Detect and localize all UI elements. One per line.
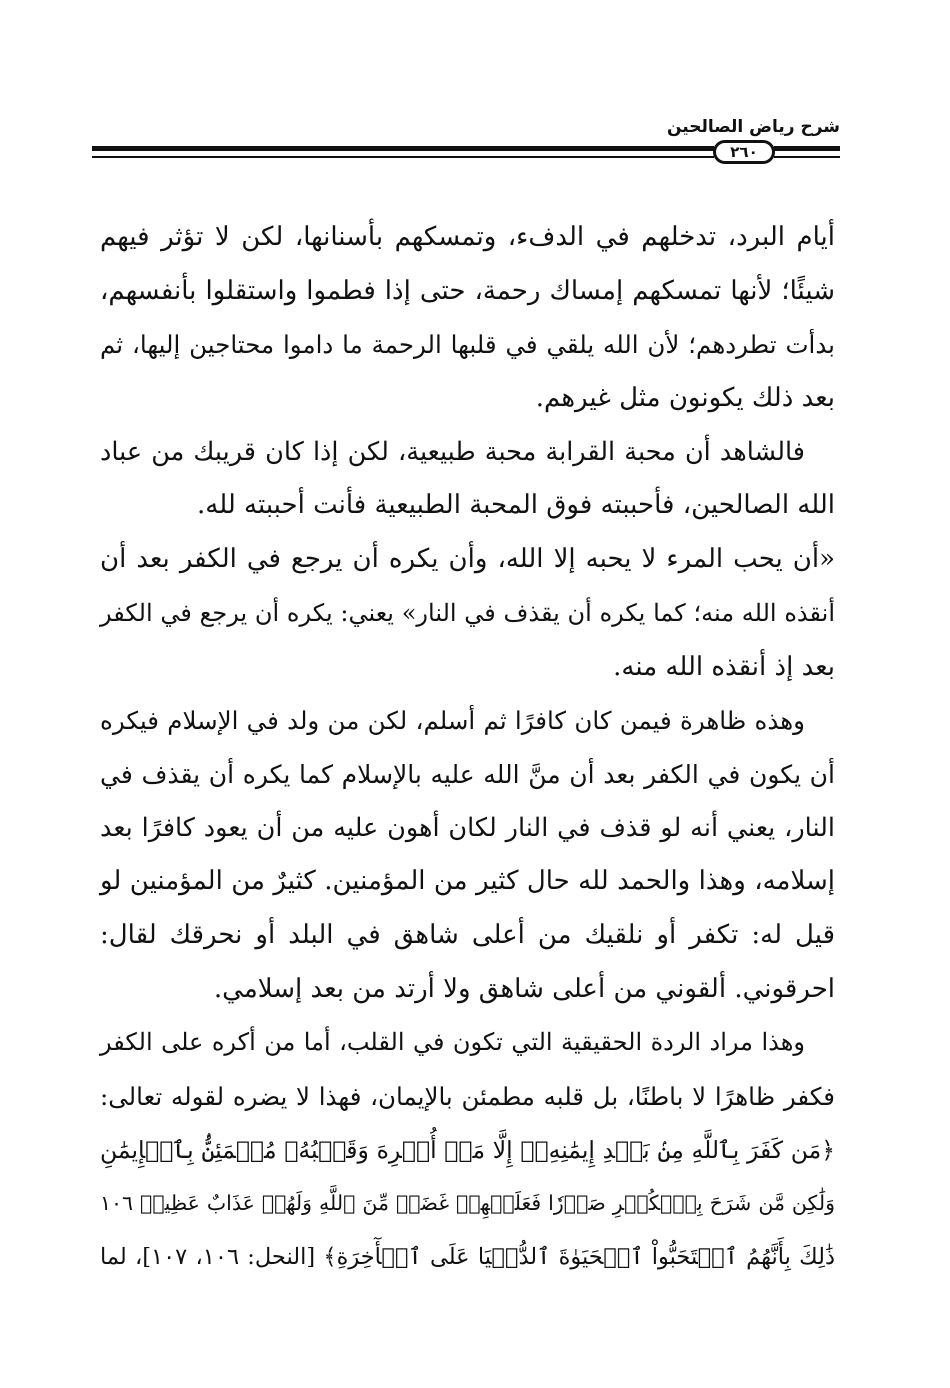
body-text-line: بدأت تطردهم؛ لأن الله يلقي في قلبها الرحمة ما داموا محتاجين إليها، ثم	[100, 330, 835, 360]
page-number: ٢٦٠	[713, 140, 775, 164]
body-text-line: النار، يعني أنه لو قذف في النار لكان أهون عليه من أن يعود كافرًا بعد	[100, 812, 835, 843]
body-text-line: أيام البرد، تدخلهم في الدفء، وتمسكهم بأسنانها، لكن لا تؤثر فيهم	[100, 222, 835, 252]
header-rule-thick-left	[92, 146, 714, 151]
page-header	[92, 112, 840, 192]
body-text-line: وهذه ظاهرة فيمن كان كافرًا ثم أسلم، لكن من ولد في الإسلام فيكره	[100, 706, 805, 736]
body-text-line: بعد إذ أنقذه الله منه.	[613, 651, 835, 682]
header-rule-thin-left	[92, 156, 714, 158]
body-text-line: أن يكون في الكفر بعد أن منَّ الله عليه بالإسلام كما يكره أن يقذف في	[100, 759, 835, 789]
body-text-line: الله الصالحين، فأحببته فوق المحبة الطبيعية فأنت أحببته لله.	[197, 490, 835, 521]
body-text-line: قيل له: تكفر أو نلقيك من أعلى شاهق في البلد أو نحرقك لقال:	[100, 919, 835, 950]
header-rule-thick-right	[774, 146, 840, 151]
body-text-line: «أن يحب المرء لا يحبه إلا الله، وأن يكره أن يرجع في الكفر بعد أن	[100, 544, 835, 575]
body-text-line: فالشاهد أن محبة القرابة محبة طبيعية، لكن إذا كان قريبك من عباد	[100, 436, 805, 467]
quran-verse-line: ﴿مَن كَفَرَ بِٱللَّهِ مِنۢ بَعۡدِ إِيمَٰنِهِۦٓ إِلَّا مَنۡ أُكۡرِهَ وَقَلۡبُهُۥ مُطۡمَئِنُّۢ بِٱلۡإِيمَٰنِ	[100, 1135, 835, 1164]
header-rule-thin-right	[774, 156, 840, 158]
body-text-line: إسلامه، وهذا والحمد لله حال كثير من المؤمنين. كثيرٌ من المؤمنين لو	[100, 866, 835, 897]
body-text-line: بعد ذلك يكونون مثل غيرهم.	[535, 383, 835, 414]
body-text-line: فكفر ظاهرًا لا باطنًا، بل قلبه مطمئن بالإيمان، فهذا لا يضره لقوله تعالى:	[100, 1082, 835, 1111]
body-text-line: شيئًا؛ لأنها تمسكهم إمساك رحمة، حتى إذا فطموا واستقلوا بأنفسهم،	[100, 275, 835, 306]
body-text-line: أنقذه الله منه؛ كما يكره أن يقذف في النار» يعني: يكره أن يرجع في الكفر	[100, 598, 835, 627]
quran-verse-line: ذَٰلِكَ بِأَنَّهُمُ ٱسۡتَحَبُّواْ ٱلۡحَيَوٰةَ ٱلدُّنۡيَا عَلَى ٱلۡأٓخِرَةِ﴾ [النحل: ١٠٦، ١٠٧]، لما	[100, 1244, 835, 1271]
book-title: شرح رياض الصالحين	[666, 117, 840, 137]
body-text-line: وهذا مراد الردة الحقيقية التي تكون في القلب، أما من أكره على الكفر	[100, 1028, 805, 1057]
body-text-line: احرقوني. ألقوني من أعلى شاهق ولا أرتد من بعد إسلامي.	[213, 973, 835, 1004]
page-body	[100, 211, 835, 1285]
quran-verse-line: وَلَٰكِن مَّن شَرَحَ بِٱلۡكُفۡرِ صَدۡرٗا فَعَلَيۡهِمۡ غَضَبٞ مِّنَ ٱللَّهِ وَلَهُمۡ عَذَابٌ عَظِيمٞ ١٠٦	[100, 1191, 835, 1216]
